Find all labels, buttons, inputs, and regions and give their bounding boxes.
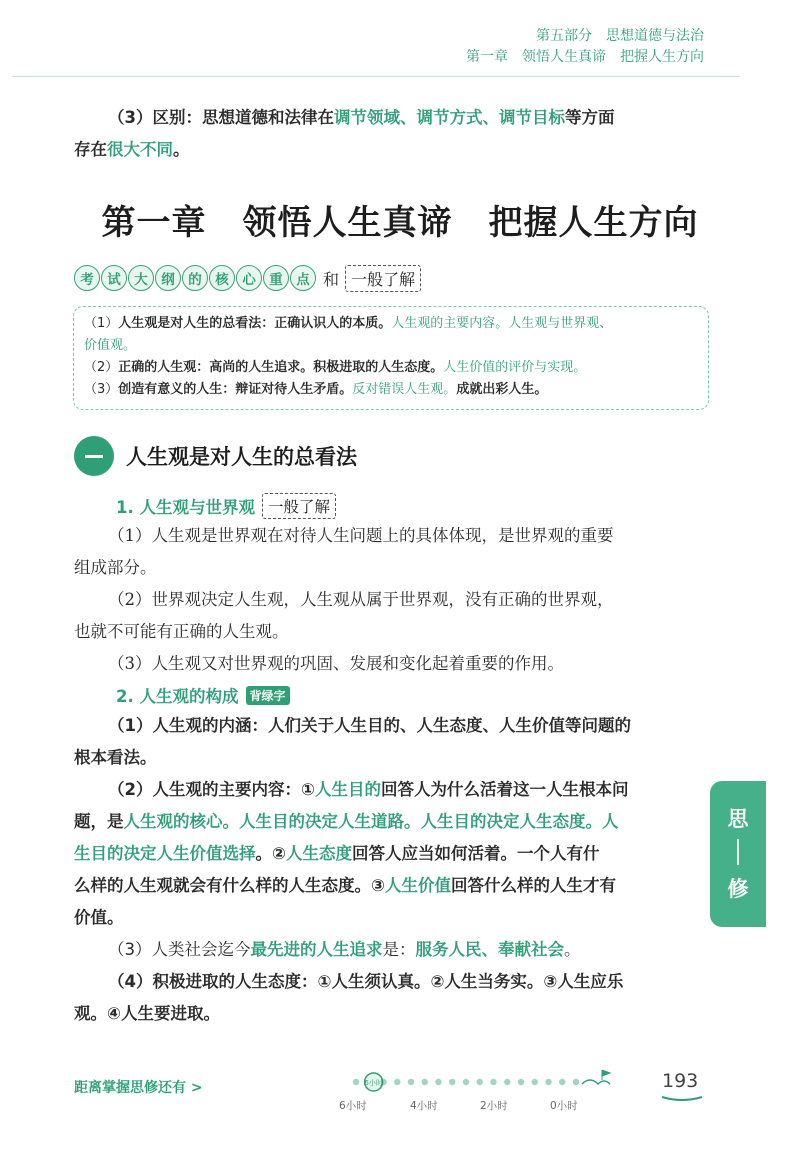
sub2-p1-line1: （1）人生观的内涵：人们关于人生目的、人生态度、人生价值等问题的 bbox=[108, 716, 631, 735]
progress-dot bbox=[435, 1079, 441, 1085]
progress-dot bbox=[408, 1079, 414, 1085]
section-title: 人生观是对人生的总看法 bbox=[126, 445, 357, 469]
progress-dot bbox=[518, 1079, 524, 1085]
sub2-green: 人生目的 bbox=[314, 780, 381, 799]
sub2-green: 最先进的人生追求 bbox=[250, 940, 383, 959]
key-point-char: 纲 bbox=[155, 265, 181, 291]
key-point-char: 大 bbox=[128, 265, 154, 291]
intro-mid: 等方面 bbox=[564, 108, 615, 127]
syllabus-item bbox=[84, 313, 698, 335]
key-point-char: 试 bbox=[101, 265, 127, 291]
key-point-char: 考 bbox=[74, 265, 100, 291]
progress-dot bbox=[477, 1079, 483, 1085]
syllabus-box bbox=[73, 306, 709, 410]
subsection-2-heading bbox=[116, 683, 290, 707]
side-tab-sixiu[interactable] bbox=[710, 781, 766, 927]
syllabus-item-bold: 人生观是对人生的总看法：正确认识人的本质。 bbox=[118, 316, 392, 331]
intro-line2-prefix: 存在 bbox=[74, 140, 107, 159]
sub2-paragraphs bbox=[74, 710, 710, 1030]
sub2-green: 人生观的核心。人生目的决定人生道路。人生目的决定人生态度。人 bbox=[123, 812, 619, 831]
subsection-2-title: 2. 人生观的构成 bbox=[116, 687, 239, 706]
finish-hill-icon bbox=[582, 1080, 610, 1084]
hours-label: 4小时 bbox=[410, 1100, 438, 1112]
sub2-green: 服务人民、奉献社会 bbox=[415, 940, 564, 959]
progress-dot bbox=[532, 1079, 538, 1085]
syllabus-item-continued bbox=[84, 335, 698, 357]
page-number-swoosh bbox=[660, 1094, 704, 1102]
sub2-text: 是： bbox=[382, 940, 416, 959]
progress-dot bbox=[422, 1079, 428, 1085]
progress-marker-label: 6小时 bbox=[364, 1079, 383, 1087]
key-point-char: 心 bbox=[236, 265, 262, 291]
sub1-p2-line2: 也就不可能有正确的人生观。 bbox=[74, 622, 289, 641]
general-understanding-tag: 一般了解 bbox=[345, 265, 421, 292]
subsection-1-title: 1. 人生观与世界观 bbox=[116, 498, 255, 517]
running-header bbox=[466, 26, 704, 68]
sub2-p1-line2: 根本看法。 bbox=[74, 748, 157, 767]
key-point-char: 核 bbox=[209, 265, 235, 291]
chapter-title-part3: 把握人生方向 bbox=[488, 203, 699, 243]
sub2-green: 生目的决定人生价值选择 bbox=[74, 844, 256, 863]
sub2-p4-line1: （4）积极进取的人生态度：①人生须认真。②人生当务实。③人生应乐 bbox=[108, 972, 624, 991]
syllabus-and: 和 bbox=[323, 269, 340, 289]
syllabus-item-num: （1） bbox=[84, 316, 119, 331]
hours-label: 0小时 bbox=[550, 1100, 578, 1112]
key-point-char: 的 bbox=[182, 265, 208, 291]
chapter-title-part2: 领悟人生真谛 bbox=[242, 203, 453, 243]
sub1-p3: （3）人生观又对世界观的巩固、发展和变化起着重要的作用。 bbox=[108, 654, 564, 673]
syllabus-item-bold: 正确的人生观：高尚的人生追求。积极进取的人生态度。 bbox=[118, 360, 444, 375]
syllabus-item bbox=[84, 357, 698, 379]
syllabus-item-green: 人生观的主要内容。人生观与世界观、 bbox=[391, 316, 613, 331]
syllabus-item-num: （3） bbox=[84, 382, 119, 397]
progress-dot bbox=[545, 1079, 551, 1085]
syllabus-item-bold: 创造有意义的人生：辩证对待人生矛盾。 bbox=[118, 382, 353, 397]
sub1-p1-line2: 组成部分。 bbox=[74, 558, 157, 577]
sub1-p1-line1: （1）人生观是世界观在对待人生问题上的具体体现，是世界观的重要 bbox=[108, 526, 614, 545]
sub2-p4-line2: 观。④人生要进取。 bbox=[74, 1004, 220, 1023]
syllabus-item-green: 反对错误人生观。 bbox=[352, 382, 457, 397]
sub2-text: 题，是 bbox=[74, 812, 124, 831]
hours-label: 6小时 bbox=[339, 1100, 367, 1112]
section-number-badge bbox=[74, 436, 114, 476]
chapter-title bbox=[0, 195, 800, 244]
hours-label: 2小时 bbox=[480, 1100, 508, 1112]
progress-dot bbox=[394, 1079, 400, 1085]
progress-dot bbox=[353, 1079, 359, 1085]
syllabus-item-bold: 成就出彩人生。 bbox=[456, 382, 548, 397]
intro-end: 。 bbox=[173, 140, 190, 159]
sub2-text: （2）人生观的主要内容：① bbox=[108, 780, 315, 799]
sub2-text: 回答人为什么活着这一人生根本问 bbox=[380, 780, 629, 799]
progress-track bbox=[336, 1066, 626, 1096]
key-point-char: 重 bbox=[263, 265, 289, 291]
intro-prefix: （3）区别：思想道德和法律在 bbox=[108, 108, 334, 127]
general-understanding-tag: 一般了解 bbox=[262, 493, 336, 519]
syllabus-item-green: 人生价值的评价与实现。 bbox=[443, 360, 587, 375]
intro-paragraph bbox=[74, 102, 710, 166]
progress-dot bbox=[559, 1079, 565, 1085]
sub2-text: （3）人类社会迄今 bbox=[108, 940, 251, 959]
sub2-text: 。② bbox=[255, 844, 286, 863]
progress-dot bbox=[463, 1079, 469, 1085]
sub2-green: 人生价值 bbox=[384, 876, 451, 895]
sub2-text: 价值。 bbox=[74, 908, 124, 927]
finish-flag-icon bbox=[602, 1070, 610, 1080]
key-point-char: 点 bbox=[290, 265, 316, 291]
progress-dots bbox=[353, 1079, 579, 1085]
syllabus-item-num: （2） bbox=[84, 360, 119, 375]
subsection-1-heading bbox=[116, 493, 336, 519]
progress-dot bbox=[449, 1079, 455, 1085]
sub1-paragraphs bbox=[74, 520, 710, 680]
header-part: 第五部分 思想道德与法治 bbox=[536, 28, 704, 44]
sub2-text: 回答人应当如何活着。一个人有什 bbox=[351, 844, 600, 863]
intro-highlight-2: 很大不同 bbox=[107, 140, 173, 159]
side-tab-divider bbox=[737, 839, 739, 865]
progress-dot bbox=[504, 1079, 510, 1085]
chapter-number: 第一章 bbox=[101, 203, 207, 243]
sub2-text: 么样的人生观就会有什么样的人生态度。③ bbox=[74, 876, 385, 895]
sub2-green: 人生态度 bbox=[285, 844, 352, 863]
syllabus-item bbox=[84, 379, 698, 401]
syllabus-heading bbox=[74, 263, 421, 293]
progress-dot bbox=[490, 1079, 496, 1085]
sub2-text: 回答什么样的人生才有 bbox=[450, 876, 616, 895]
header-divider bbox=[12, 76, 740, 77]
header-chapter: 第一章 领悟人生真谛 把握人生方向 bbox=[466, 49, 704, 65]
page-number: 193 bbox=[662, 1070, 699, 1092]
footer-progress-caption: 距离掌握思修还有 > bbox=[74, 1080, 203, 1096]
sub1-p2-line1: （2）世界观决定人生观，人生观从属于世界观，没有正确的世界观， bbox=[108, 590, 614, 609]
intro-highlight-1: 调节领域、调节方式、调节目标 bbox=[333, 108, 565, 127]
side-tab-char: 修 bbox=[727, 877, 749, 901]
progress-dot bbox=[573, 1079, 579, 1085]
memorize-green-tag: 背绿字 bbox=[246, 686, 290, 705]
sub2-text: 。 bbox=[564, 940, 581, 959]
syllabus-item-green: 价值观。 bbox=[84, 338, 137, 353]
side-tab-char: 思 bbox=[727, 807, 749, 831]
